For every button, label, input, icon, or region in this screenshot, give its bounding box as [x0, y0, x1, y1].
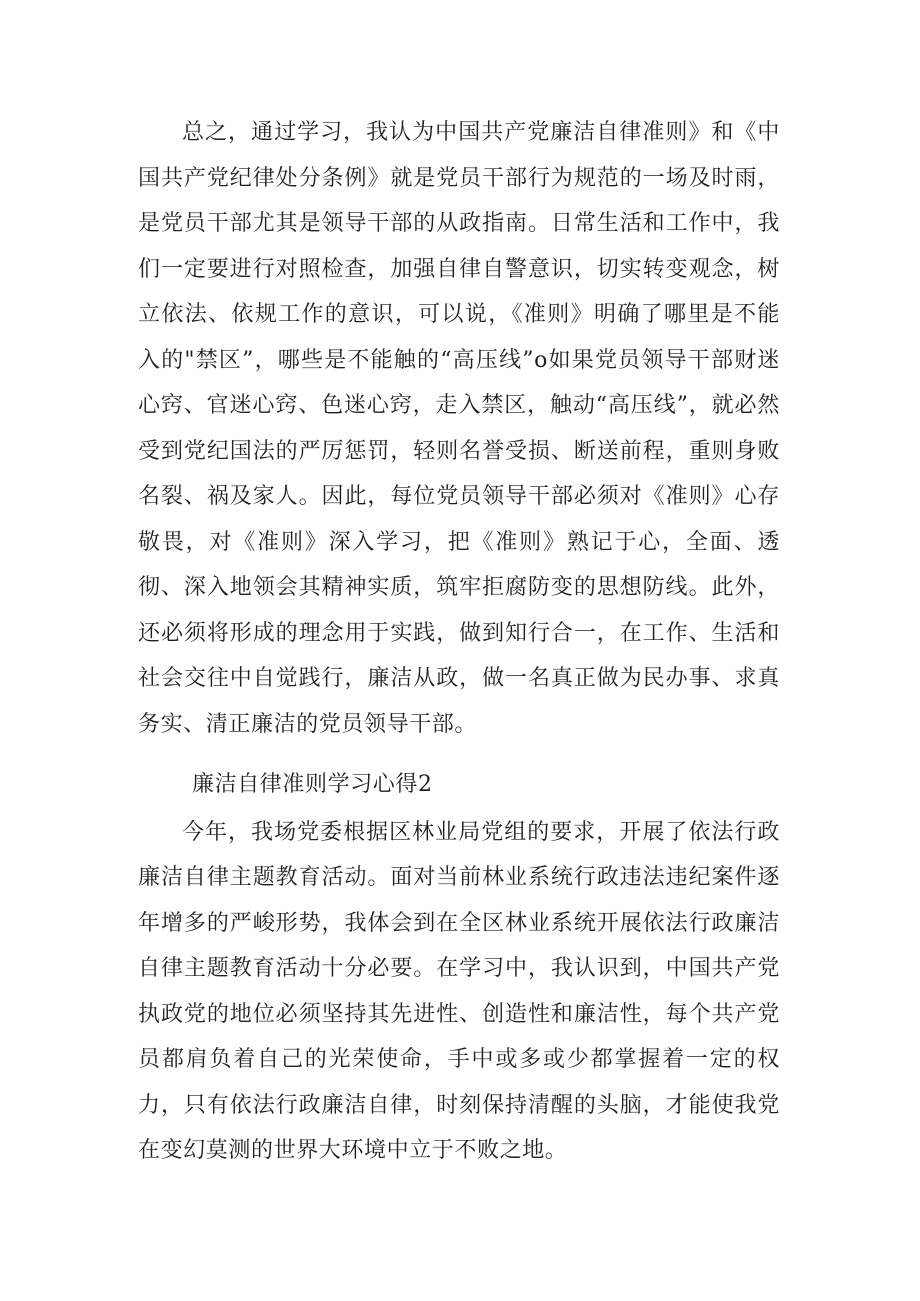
section-heading: 廉洁自律准则学习心得2 — [192, 772, 433, 797]
document-body — [138, 110, 780, 1174]
paragraph-study-notes: 今年，我场党委根据区林业局党组的要求，开展了依法行政廉洁自律主题教育活动。面对当前林业系统行政违法违纪案件逐年增多的严峻形势，我体会到在全区林业系统开展依法行政廉洁自律主题教育活动十分必要。在学习中，我认识到，中国共产党执政党的地位必须坚持其先进性、创造性和廉洁性，每个共产党员都肩负着自己的光荣使命，手中或多或少都掌握着一定的权力，只有依法行政廉洁自律，时刻保持清醒的头脑，才能使我党在变幻莫测的世界大环境中立于不败之地。 — [138, 819, 780, 1163]
paragraph-conclusion: 总之，通过学习，我认为中国共产党廉洁自律准则》和《中国共产党纪律处分条例》就是党员干部行为规范的一场及时雨，是党员干部尤其是领导干部的从政指南。日常生活和工作中，我们一定要进行对照检查，加强自律自警意识，切实转变观念，树立依法、依规工作的意识，可以说，《准则》明确了哪里是不能入的"禁区”，哪些是不能触的“高压线”o如果党员领导干部财迷心窍、官迷心窍、色迷心窍，走入禁区，触动“高压线”，就必然受到党纪国法的严厉惩罚，轻则名誉受损、断送前程，重则身败名裂、祸及家人。因此，每位党员领导干部必须对《准则》心存敬畏，对《准则》深入学习，把《准则》熟记于心，全面、透彻、深入地领会其精神实质，筑牢拒腐防变的思想防线。此外，还必须将形成的理念用于实践，做到知行合一，在工作、生活和社会交往中自觉践行，廉洁从政，做一名真正做为民办事、求真务实、清正廉洁的党员领导干部。 — [138, 120, 780, 737]
